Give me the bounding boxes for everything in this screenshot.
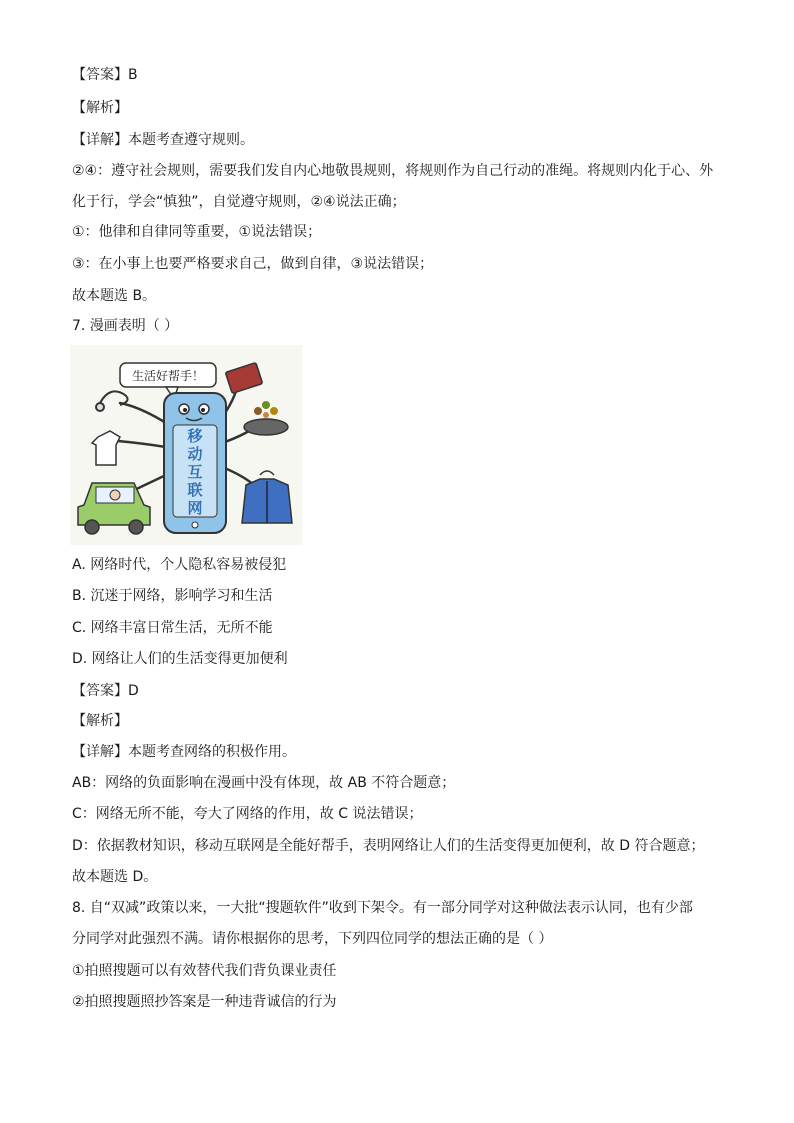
q7-option-a: A. 网络时代，个人隐私容易被侵犯 — [72, 557, 287, 573]
q6-explanation-item-1: ①：他律和自律同等重要，①说法错误； — [72, 224, 322, 240]
q7-conclusion: 故本题选 D。 — [72, 869, 158, 885]
q7-stem: 7. 漫画表明（ ） — [72, 318, 179, 334]
q6-analysis-heading: 【解析】 — [72, 100, 128, 116]
q6-detail-heading: 【详解】本题考查遵守规则。 — [72, 132, 254, 148]
q7-option-c: C. 网络丰富日常生活，无所不能 — [72, 620, 273, 636]
phone-character — [164, 393, 226, 533]
q6-answer: 【答案】B — [72, 67, 138, 83]
q6-conclusion: 故本题选 B。 — [72, 288, 157, 304]
phone-label-char: 移 — [187, 427, 203, 445]
phone-label-char: 互 — [187, 463, 203, 481]
q8-stem-line-2: 分同学对此强烈不满。请你根据你的思考，下列四位同学的想法正确的是（ ） — [72, 931, 553, 947]
q8-statement-1: ①拍照搜题可以有效替代我们背负课业责任 — [72, 963, 337, 979]
q7-explanation-ab: AB：网络的负面影响在漫画中没有体现，故 AB 不符合题意； — [72, 775, 456, 791]
q7-explanation-c: C：网络无所不能，夸大了网络的作用，故 C 说法错误； — [72, 806, 423, 822]
phone-label-char: 联 — [187, 481, 203, 499]
q7-option-d: D. 网络让人们的生活变得更加便利 — [72, 651, 288, 667]
q8-statement-2: ②拍照搜题照抄答案是一种违背诚信的行为 — [72, 994, 337, 1010]
mobile-internet-cartoon — [70, 345, 302, 545]
q7-answer: 【答案】D — [72, 683, 139, 699]
phone-label-char: 网 — [187, 499, 203, 517]
q7-detail-heading: 【详解】本题考查网络的积极作用。 — [72, 744, 296, 760]
q7-analysis-heading: 【解析】 — [72, 713, 128, 729]
speech-bubble-text: 生活好帮手！ — [131, 369, 205, 383]
phone-label-char: 动 — [187, 445, 203, 463]
q6-explanation-line-2: 化于行，学会“慎独”，自觉遵守规则，②④说法正确； — [72, 194, 406, 210]
q7-explanation-d: D：依据教材知识，移动互联网是全能好帮手，表明网络让人们的生活变得更加便利，故 D 符合题意； — [72, 838, 705, 854]
q7-option-b: B. 沉迷于网络，影响学习和生活 — [72, 588, 273, 604]
q6-explanation-item-3: ③：在小事上也要严格要求自己，做到自律，③说法错误； — [72, 256, 434, 272]
q6-explanation-line-1: ②④：遵守社会规则，需要我们发自内心地敬畏规则，将规则作为自己行动的准绳。将规则内化于心、外 — [72, 163, 714, 179]
q8-stem-line-1: 8. 自“双减”政策以来，一大批“搜题软件”收到下架令。有一部分同学对这种做法表示认同，也有少部 — [72, 900, 693, 916]
